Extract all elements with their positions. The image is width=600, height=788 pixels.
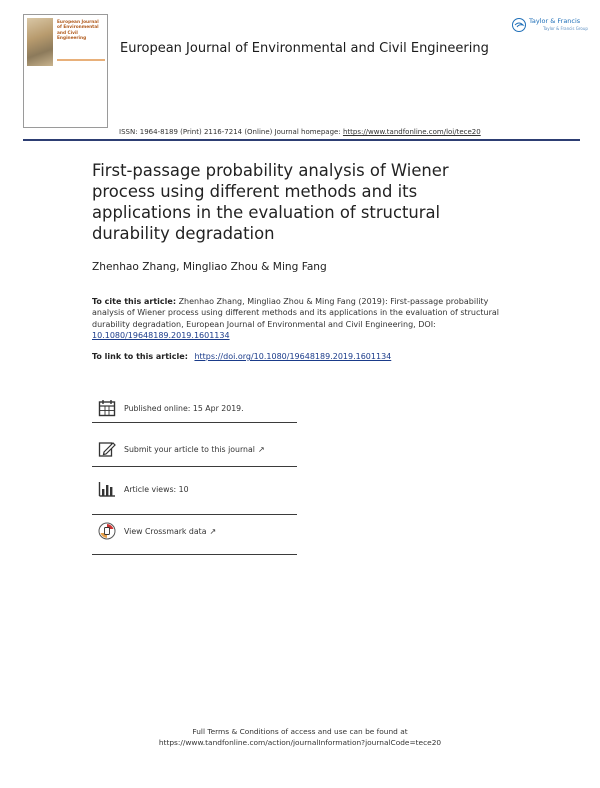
crossmark-row[interactable] (98, 520, 216, 542)
publisher-logo-text: Taylor & Francis (529, 17, 581, 25)
divider (92, 514, 297, 515)
article-title: First-passage probability analysis of Wiener process using different methods and its applications in the evaluation of structural durability degradation (92, 161, 449, 243)
link-label: To link to this article: (92, 352, 188, 361)
citation-label: To cite this article: (92, 297, 177, 306)
edit-icon (98, 440, 116, 458)
article-doi-url[interactable]: https://doi.org/10.1080/19648189.2019.1601134 (194, 352, 392, 361)
external-link-icon: ↗ (257, 444, 265, 454)
bar-chart-icon (98, 480, 116, 498)
journal-homepage-link[interactable]: https://www.tandfonline.com/loi/tece20 (342, 128, 481, 136)
divider (92, 554, 297, 555)
crossmark-link[interactable]: View Crossmark data (124, 526, 207, 536)
cover-title-line: and Civil Engineering (57, 30, 87, 41)
citation-block (92, 296, 522, 342)
article-views-row (98, 478, 189, 500)
issn-line (119, 128, 481, 136)
submit-article-row[interactable] (98, 438, 265, 460)
journal-cover-thumbnail (23, 14, 108, 128)
article-link-line (92, 352, 391, 361)
publisher-logo (512, 17, 588, 35)
divider (92, 466, 297, 467)
footer-terms-text: Full Terms & Conditions of access and use can be found at (192, 727, 408, 736)
divider (92, 422, 297, 423)
footer-terms-url[interactable]: https://www.tandfonline.com/action/journalInformation?journalCode=tece20 (158, 737, 442, 747)
cover-title-line: of Environmental (57, 25, 99, 31)
article-views: Article views: 10 (124, 484, 189, 494)
citation-text: Zhenhao Zhang, Mingliao Zhou & Ming Fang (2019): First-passage probability analysis of Wiener process using different methods and its applications in the evaluation of structural durability degradation, European Journal of Environmental and Civil Engineering, DOI: (92, 297, 500, 329)
header-divider (23, 139, 580, 141)
cover-decoration (57, 59, 105, 61)
external-link-icon: ↗ (209, 526, 217, 536)
published-date: Published online: 15 Apr 2019. (124, 403, 244, 413)
citation-doi-link[interactable]: 10.1080/19648189.2019.1601134 (92, 331, 230, 341)
crossmark-icon (98, 522, 116, 540)
submit-article-link[interactable]: Submit your article to this journal (124, 444, 255, 454)
issn-text: ISSN: 1964-8189 (Print) 2116-7214 (Online) Journal homepage: (119, 128, 341, 136)
calendar-icon (98, 399, 116, 417)
article-authors: Zhenhao Zhang, Mingliao Zhou & Ming Fang (92, 261, 327, 273)
journal-title: European Journal of Environmental and Civil Engineering (120, 41, 489, 56)
page-footer (0, 727, 600, 748)
cover-image (27, 18, 53, 66)
publisher-logo-icon (512, 18, 526, 32)
cover-title (57, 20, 107, 41)
publisher-logo-subtext: Taylor & Francis Group (543, 26, 588, 31)
cover-title-line: European Journal (57, 20, 99, 25)
published-row (98, 397, 244, 419)
